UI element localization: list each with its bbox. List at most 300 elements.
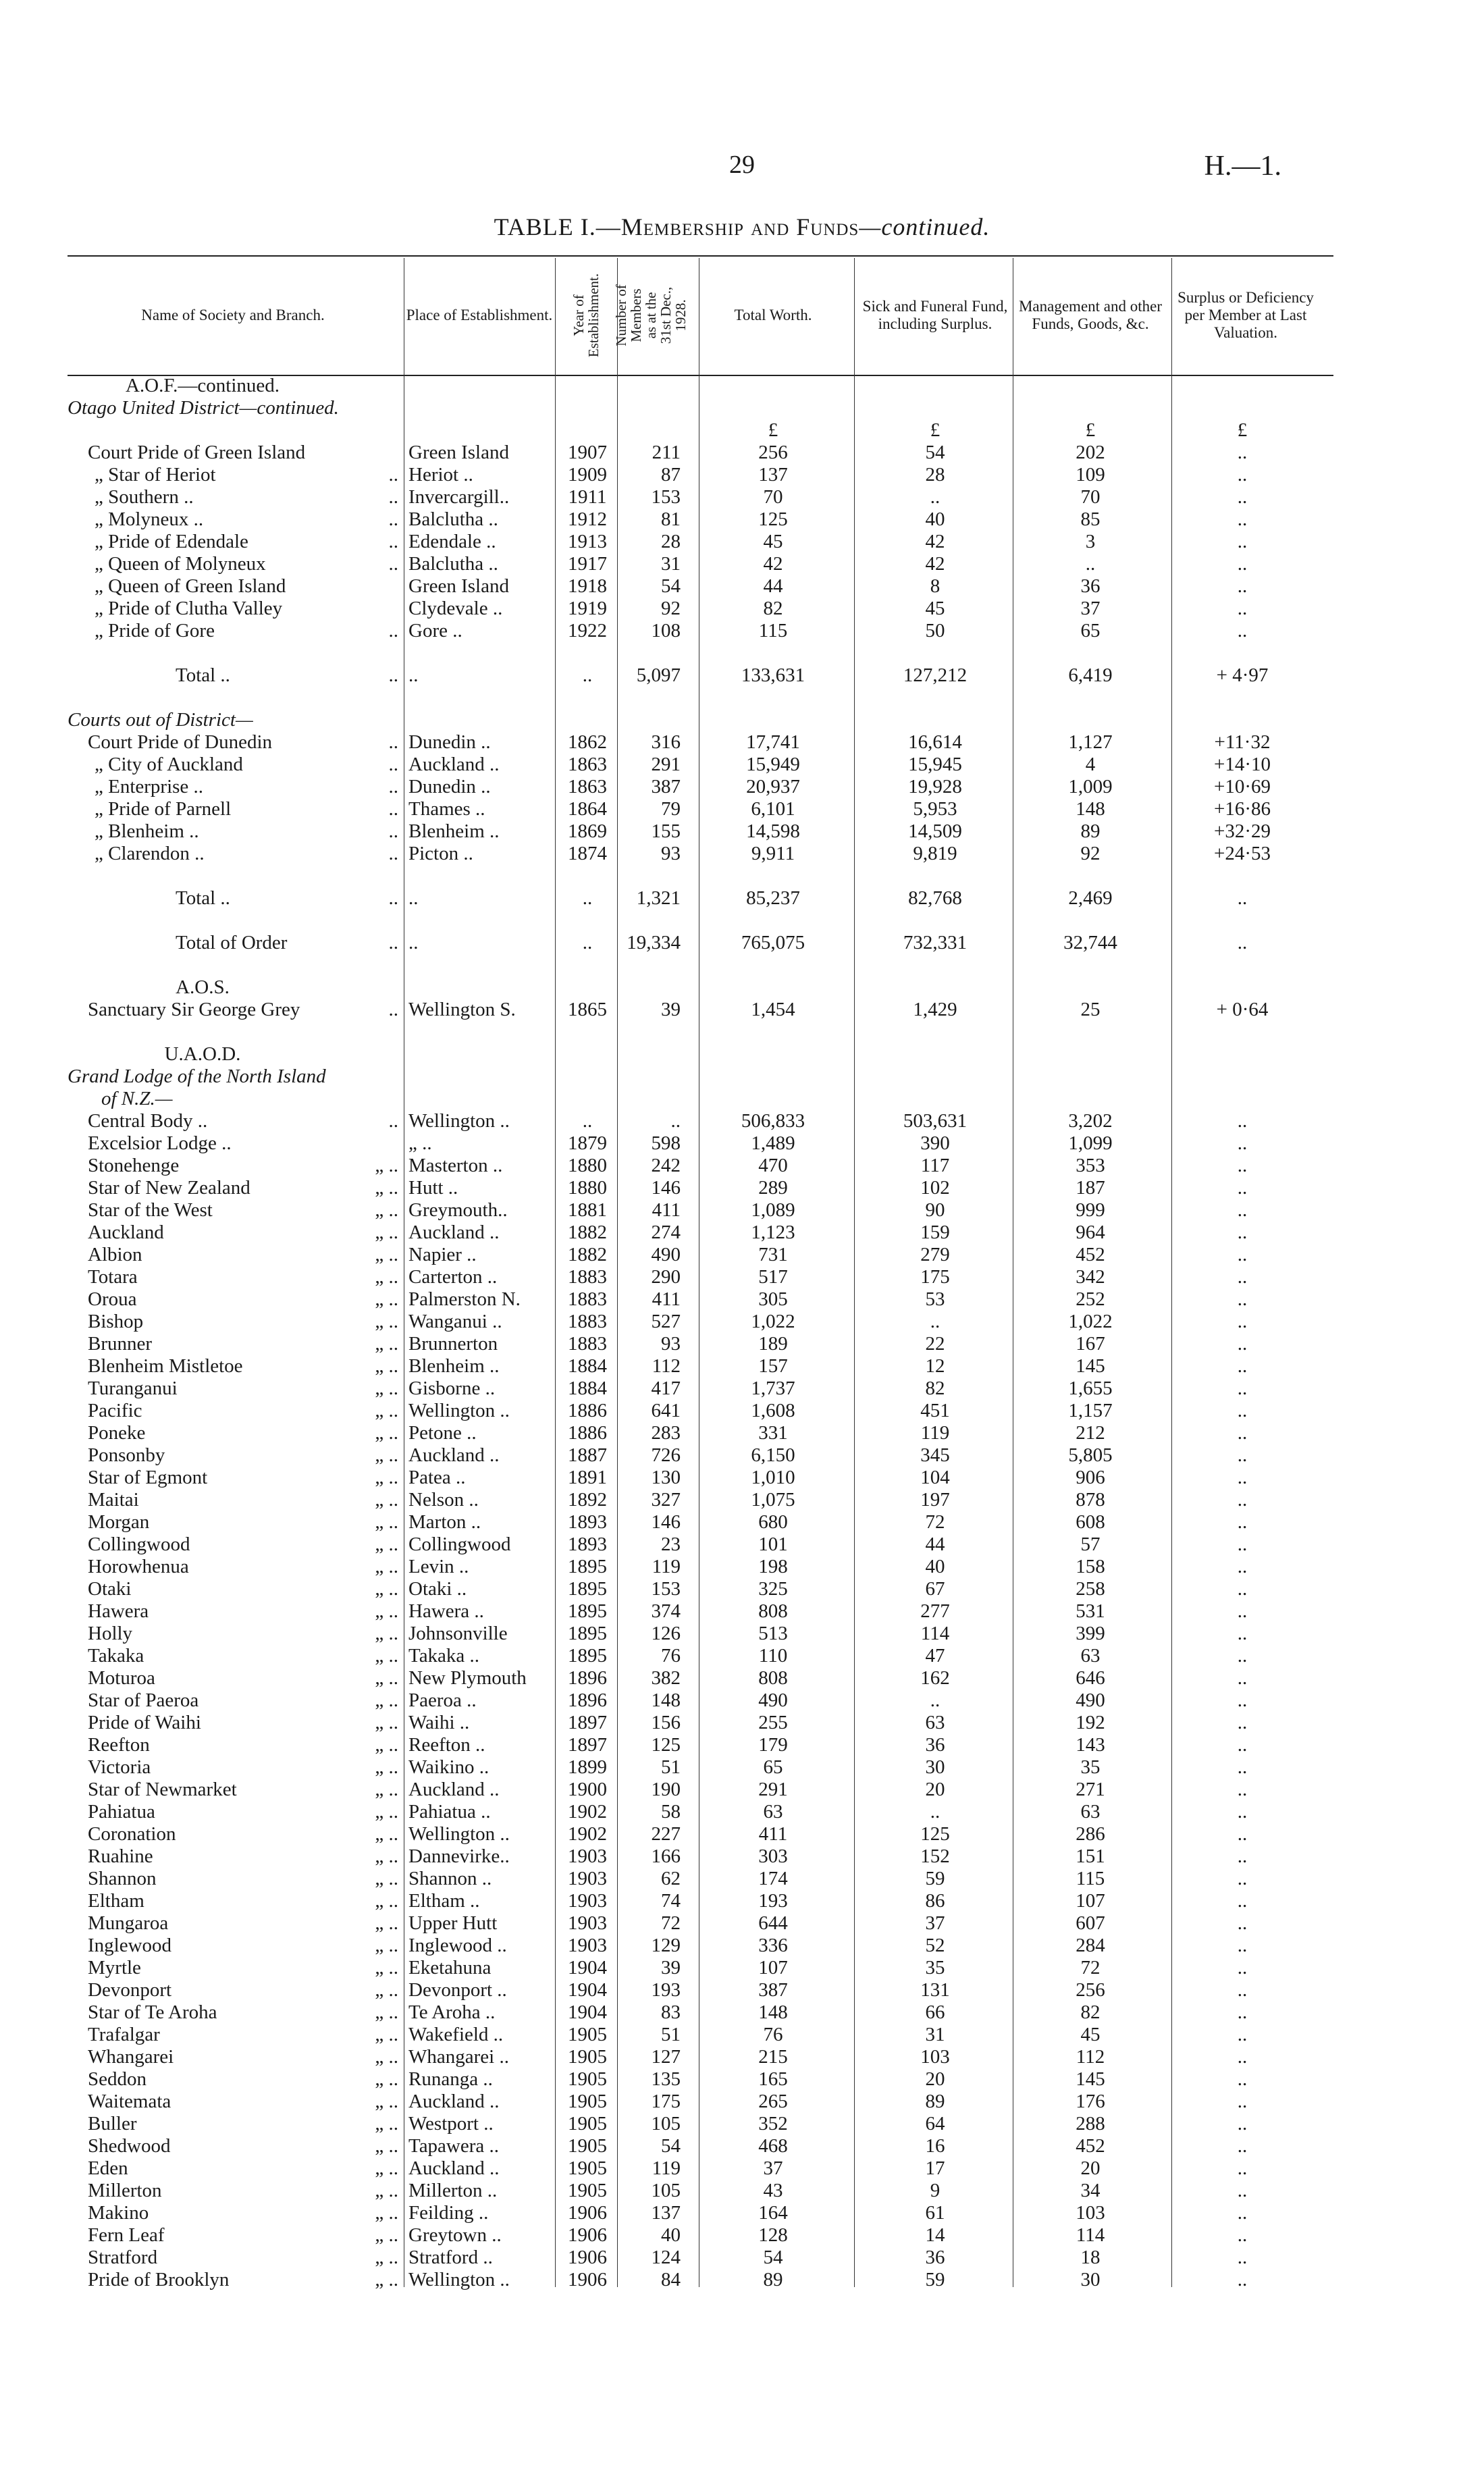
members-cell: 5,097 <box>636 664 681 686</box>
place-cell: Auckland .. <box>408 1779 500 1800</box>
year-cell: 1895 <box>568 1556 607 1577</box>
place-cell: Invercargill.. <box>408 486 510 508</box>
table-row <box>68 598 1333 620</box>
members-cell: 129 <box>651 1935 681 1956</box>
management-cell: 3 <box>1085 531 1096 552</box>
place-cell: Carterton .. <box>408 1266 498 1288</box>
branch-name: Fern Leaf <box>88 2224 165 2246</box>
table-row <box>68 2202 1333 2224</box>
name-dots: „ .. <box>375 1667 398 1689</box>
management-cell: 1,009 <box>1068 776 1113 797</box>
management-cell: .. <box>1085 553 1096 575</box>
year-cell: 1900 <box>568 1779 607 1800</box>
sick-fund-cell: 28 <box>925 464 945 486</box>
branch-name: Stratford <box>88 2247 158 2268</box>
branch-name: Star of New Zealand <box>88 1177 250 1199</box>
name-dots: „ .. <box>375 1890 398 1912</box>
surplus-cell: .. <box>1237 1667 1248 1689</box>
management-cell: 256 <box>1076 1979 1105 2001</box>
total-worth-cell: 352 <box>758 2113 788 2134</box>
total-worth-cell: 125 <box>758 508 788 530</box>
table-row <box>68 776 1333 798</box>
sick-fund-cell: 40 <box>925 1556 945 1577</box>
members-cell: 119 <box>652 1556 681 1577</box>
place-cell: Stratford .. <box>408 2247 493 2268</box>
total-worth-cell: 387 <box>758 1979 788 2001</box>
members-cell: 124 <box>651 2247 681 2268</box>
total-worth-cell: 291 <box>758 1779 788 1800</box>
year-cell: 1880 <box>568 1155 607 1176</box>
members-cell: 54 <box>661 575 681 597</box>
table-row <box>68 1957 1333 1979</box>
total-worth-cell: 137 <box>758 464 788 486</box>
management-cell: 20 <box>1080 2157 1101 2179</box>
total-worth-cell: 1,123 <box>751 1222 795 1243</box>
place-cell: Reefton .. <box>408 1734 485 1756</box>
surplus-cell: .. <box>1237 2269 1248 2290</box>
management-cell: 646 <box>1076 1667 1105 1689</box>
surplus-cell: £ <box>1237 419 1248 441</box>
sick-fund-cell: 503,631 <box>903 1110 968 1132</box>
year-cell: 1863 <box>568 776 607 797</box>
branch-name: Mungaroa <box>88 1912 169 1934</box>
branch-name: Takaka <box>88 1645 144 1667</box>
surplus-cell: .. <box>1237 1311 1248 1332</box>
total-worth-cell: 517 <box>758 1266 788 1288</box>
name-dots: „ .. <box>375 2113 398 2134</box>
sick-fund-cell: 20 <box>925 2068 945 2090</box>
sick-fund-cell: 17 <box>925 2157 945 2179</box>
name-dots: „ .. <box>375 2180 398 2201</box>
name-dots: „ .. <box>375 1912 398 1934</box>
place-cell: „ .. <box>408 1132 432 1154</box>
total-worth-cell: 331 <box>758 1422 788 1444</box>
year-cell: 1907 <box>568 442 607 463</box>
sick-fund-cell: 36 <box>925 1734 945 1756</box>
total-worth-cell: 45 <box>763 531 783 552</box>
sick-fund-cell: 22 <box>925 1333 945 1355</box>
members-cell: 93 <box>661 843 681 864</box>
name-dots: „ .. <box>375 1623 398 1644</box>
place-cell: Wellington .. <box>408 1110 510 1132</box>
title-italic: —continued. <box>859 213 990 240</box>
name-dots: „ .. <box>375 1422 398 1444</box>
members-cell: 92 <box>661 598 681 619</box>
management-cell: 202 <box>1076 442 1105 463</box>
table-row <box>68 1311 1333 1333</box>
sick-fund-cell: 15,945 <box>908 754 962 775</box>
members-cell: 54 <box>661 2135 681 2157</box>
name-dots: „ .. <box>375 2024 398 2045</box>
table-row <box>68 2001 1333 2024</box>
branch-name: Total .. <box>176 887 230 909</box>
management-cell: 57 <box>1080 1534 1101 1555</box>
sick-fund-cell: 45 <box>925 598 945 619</box>
management-cell: 145 <box>1076 1355 1105 1377</box>
management-cell: 145 <box>1076 2068 1105 2090</box>
management-cell: 607 <box>1076 1912 1105 1934</box>
total-worth-cell: 63 <box>763 1801 783 1823</box>
members-cell: 211 <box>652 442 681 463</box>
year-cell: 1912 <box>568 508 607 530</box>
year-cell: 1883 <box>568 1333 607 1355</box>
name-dots: „ .. <box>375 1556 398 1577</box>
branch-name: Brunner <box>88 1333 153 1355</box>
members-cell: 411 <box>652 1288 681 1310</box>
year-cell: 1864 <box>568 798 607 820</box>
year-cell: 1905 <box>568 2091 607 2112</box>
branch-name: Star of Egmont <box>88 1467 208 1488</box>
members-cell: 726 <box>651 1444 681 1466</box>
year-cell: 1865 <box>568 999 607 1020</box>
name-dots: „ .. <box>375 1645 398 1667</box>
members-cell: 112 <box>652 1355 681 1377</box>
sick-fund-cell: 197 <box>920 1489 950 1511</box>
management-cell: 107 <box>1076 1890 1105 1912</box>
surplus-cell: .. <box>1237 1378 1248 1399</box>
table-row <box>68 1489 1333 1511</box>
table-row <box>68 1756 1333 1779</box>
members-cell: 146 <box>651 1511 681 1533</box>
members-cell: 58 <box>661 1801 681 1823</box>
place-cell: Clydevale .. <box>408 598 503 619</box>
year-cell: 1897 <box>568 1734 607 1756</box>
place-cell: Devonport .. <box>408 1979 507 2001</box>
management-cell: 63 <box>1080 1801 1101 1823</box>
branch-name: Court Pride of Dunedin <box>88 731 273 753</box>
management-cell: 353 <box>1076 1155 1105 1176</box>
branch-name: A.O.F.—continued. <box>125 375 280 396</box>
name-dots: .. <box>388 843 398 864</box>
table-row <box>68 954 1333 976</box>
total-worth-cell: 1,489 <box>751 1132 795 1154</box>
place-cell: Collingwood <box>408 1534 511 1555</box>
sick-fund-cell: 159 <box>920 1222 950 1243</box>
place-cell: Whangarei .. <box>408 2046 509 2068</box>
members-cell: 108 <box>651 620 681 641</box>
total-worth-cell: 148 <box>758 2001 788 2023</box>
total-worth-cell: 6,101 <box>751 798 795 820</box>
surplus-cell: +11·32 <box>1214 731 1271 753</box>
name-dots: .. <box>388 664 398 686</box>
year-cell: 1895 <box>568 1600 607 1622</box>
surplus-cell: .. <box>1237 1957 1248 1979</box>
total-worth-cell: 42 <box>763 553 783 575</box>
year-cell: 1905 <box>568 2068 607 2090</box>
management-cell: 115 <box>1076 1868 1105 1889</box>
members-cell: 527 <box>651 1311 681 1332</box>
year-cell: 1892 <box>568 1489 607 1511</box>
table-row <box>68 1244 1333 1266</box>
surplus-cell: .. <box>1237 1132 1248 1154</box>
total-worth-cell: 303 <box>758 1845 788 1867</box>
year-cell: 1896 <box>568 1689 607 1711</box>
surplus-cell: .. <box>1237 1222 1248 1243</box>
branch-name: Bishop <box>88 1311 144 1332</box>
surplus-cell: .. <box>1237 1110 1248 1132</box>
management-cell: 92 <box>1080 843 1101 864</box>
total-worth-cell: 70 <box>763 486 783 508</box>
table-row <box>68 1110 1333 1132</box>
place-cell: Wellington .. <box>408 1823 510 1845</box>
name-dots: „ .. <box>375 1489 398 1511</box>
branch-name: Horowhenua <box>88 1556 189 1577</box>
branch-name: „ Southern .. <box>95 486 194 508</box>
table-row <box>68 1667 1333 1689</box>
surplus-cell: .. <box>1237 932 1248 953</box>
header-total-worth: Total Worth. <box>734 307 812 323</box>
year-cell: 1863 <box>568 754 607 775</box>
branch-name: Seddon <box>88 2068 147 2090</box>
name-dots: „ .. <box>375 1400 398 1421</box>
surplus-cell: .. <box>1237 1288 1248 1310</box>
surplus-cell: .. <box>1237 1868 1248 1889</box>
total-worth-cell: 289 <box>758 1177 788 1199</box>
place-cell: Greymouth.. <box>408 1199 508 1221</box>
place-cell: Auckland .. <box>408 754 500 775</box>
name-dots: „ .. <box>375 1935 398 1956</box>
branch-name: Millerton <box>88 2180 162 2201</box>
total-worth-cell: 115 <box>758 620 788 641</box>
table-row <box>68 1823 1333 1845</box>
name-dots: „ .. <box>375 1979 398 2001</box>
place-cell: Dannevirke.. <box>408 1845 510 1867</box>
year-cell: 1904 <box>568 2001 607 2023</box>
place-cell: Patea .. <box>408 1467 466 1488</box>
place-cell: .. <box>408 664 419 686</box>
table-row <box>68 2068 1333 2091</box>
name-dots: .. <box>388 1110 398 1132</box>
branch-name: Central Body .. <box>88 1110 208 1132</box>
name-dots: „ .. <box>375 1511 398 1533</box>
place-cell: Balclutha .. <box>408 508 498 530</box>
table-row <box>68 865 1333 887</box>
sick-fund-cell: 42 <box>925 531 945 552</box>
year-cell: 1904 <box>568 1957 607 1979</box>
management-cell: 143 <box>1076 1734 1105 1756</box>
management-cell: 176 <box>1076 2091 1105 2112</box>
table-row <box>68 1467 1333 1489</box>
place-cell: Auckland .. <box>408 2091 500 2112</box>
table-row <box>68 1355 1333 1378</box>
table-row <box>68 1266 1333 1288</box>
surplus-cell: .. <box>1237 2024 1248 2045</box>
branch-name: Auckland <box>88 1222 164 1243</box>
management-cell: 109 <box>1076 464 1105 486</box>
total-worth-cell: 325 <box>758 1578 788 1600</box>
table-row <box>68 1801 1333 1823</box>
management-cell: 399 <box>1076 1623 1105 1644</box>
place-cell: Dunedin .. <box>408 776 491 797</box>
table-row <box>68 1177 1333 1199</box>
top-rule <box>68 255 1333 257</box>
sick-fund-cell: 175 <box>920 1266 950 1288</box>
branch-name: „ Queen of Molyneux <box>95 553 266 575</box>
members-cell: 382 <box>651 1667 681 1689</box>
total-worth-cell: 189 <box>758 1333 788 1355</box>
surplus-cell: .. <box>1237 1177 1248 1199</box>
members-cell: 598 <box>651 1132 681 1154</box>
members-cell: 125 <box>651 1734 681 1756</box>
branch-name: Pacific <box>88 1400 142 1421</box>
year-cell: 1904 <box>568 1979 607 2001</box>
sick-fund-cell: 16,614 <box>908 731 962 753</box>
sick-fund-cell: 451 <box>920 1400 950 1421</box>
surplus-cell: .. <box>1237 1511 1248 1533</box>
surplus-cell: .. <box>1237 1890 1248 1912</box>
sick-fund-cell: 44 <box>925 1534 945 1555</box>
place-cell: Picton .. <box>408 843 473 864</box>
year-cell: .. <box>582 1110 593 1132</box>
surplus-cell: + 0·64 <box>1216 999 1269 1020</box>
surplus-cell: .. <box>1237 442 1248 463</box>
year-cell: 1881 <box>568 1199 607 1221</box>
members-cell: 327 <box>651 1489 681 1511</box>
name-dots: „ .. <box>375 1222 398 1243</box>
total-worth-cell: 110 <box>758 1645 788 1667</box>
place-cell: Thames .. <box>408 798 485 820</box>
total-worth-cell: 133,631 <box>741 664 805 686</box>
surplus-cell: .. <box>1237 1689 1248 1711</box>
surplus-cell: .. <box>1237 2224 1248 2246</box>
table-row <box>68 976 1333 999</box>
management-cell: 72 <box>1080 1957 1101 1979</box>
name-dots: .. <box>388 464 398 486</box>
branch-name: Stonehenge <box>88 1155 180 1176</box>
sick-fund-cell: 19,928 <box>908 776 962 797</box>
branch-name: Inglewood <box>88 1935 172 1956</box>
table-row <box>68 575 1333 598</box>
year-cell: 1879 <box>568 1132 607 1154</box>
place-cell: Blenheim .. <box>408 1355 500 1377</box>
management-cell: 112 <box>1076 2046 1105 2068</box>
year-cell: 1903 <box>568 1890 607 1912</box>
sick-fund-cell: 14 <box>925 2224 945 2246</box>
surplus-cell: .. <box>1237 1645 1248 1667</box>
surplus-cell: .. <box>1237 1422 1248 1444</box>
surplus-cell: .. <box>1237 1979 1248 2001</box>
table-row <box>68 1556 1333 1578</box>
total-worth-cell: 808 <box>758 1667 788 1689</box>
branch-name: Holly <box>88 1623 133 1644</box>
place-cell: Wakefield .. <box>408 2024 504 2045</box>
total-worth-cell: 54 <box>763 2247 783 2268</box>
table-row <box>68 1378 1333 1400</box>
management-cell: 85 <box>1080 508 1101 530</box>
sick-fund-cell: 20 <box>925 1779 945 1800</box>
year-cell: 1883 <box>568 1266 607 1288</box>
table-row <box>68 620 1333 642</box>
year-cell: 1906 <box>568 2269 607 2290</box>
surplus-cell: + 4·97 <box>1216 664 1269 686</box>
members-cell: 242 <box>651 1155 681 1176</box>
name-dots: „ .. <box>375 1378 398 1399</box>
sick-fund-cell: 131 <box>920 1979 950 2001</box>
year-cell: 1906 <box>568 2224 607 2246</box>
place-cell: New Plymouth <box>408 1667 527 1689</box>
table-row <box>68 1534 1333 1556</box>
surplus-cell: .. <box>1237 1712 1248 1733</box>
management-cell: 258 <box>1076 1578 1105 1600</box>
place-cell: Dunedin .. <box>408 731 491 753</box>
surplus-cell: .. <box>1237 1578 1248 1600</box>
table-row <box>68 1912 1333 1935</box>
year-cell: 1919 <box>568 598 607 619</box>
name-dots: „ .. <box>375 1779 398 1800</box>
year-cell: 1884 <box>568 1355 607 1377</box>
management-cell: 5,805 <box>1068 1444 1113 1466</box>
branch-name: Maitai <box>88 1489 139 1511</box>
branch-name: „ Clarendon .. <box>95 843 205 864</box>
total-worth-cell: 65 <box>763 1756 783 1778</box>
header-surplus: Surplus or Deficiency per Member at Last Valuation. <box>1177 289 1314 341</box>
branch-name: Excelsior Lodge .. <box>88 1132 232 1154</box>
branch-name: Total .. <box>176 664 230 686</box>
management-cell: 63 <box>1080 1645 1101 1667</box>
name-dots: .. <box>388 932 398 953</box>
table-row <box>68 910 1333 932</box>
branch-name: Otaki <box>88 1578 132 1600</box>
management-cell: 490 <box>1076 1689 1105 1711</box>
year-cell: 1896 <box>568 1667 607 1689</box>
name-dots: „ .. <box>375 1355 398 1377</box>
branch-name: Buller <box>88 2113 137 2134</box>
total-worth-cell: 265 <box>758 2091 788 2112</box>
table-row <box>68 2091 1333 2113</box>
table-row <box>68 553 1333 575</box>
branch-name: Myrtle <box>88 1957 141 1979</box>
sick-fund-cell: 86 <box>925 1890 945 1912</box>
surplus-cell: .. <box>1237 1845 1248 1867</box>
branch-name: U.A.O.D. <box>164 1043 241 1065</box>
management-cell: 4 <box>1085 754 1096 775</box>
place-cell: Runanga .. <box>408 2068 493 2090</box>
total-worth-cell: 20,937 <box>746 776 800 797</box>
members-cell: 641 <box>651 1400 681 1421</box>
year-cell: 1911 <box>568 486 607 508</box>
sick-fund-cell: 732,331 <box>903 932 968 953</box>
place-cell: Takaka .. <box>408 1645 480 1667</box>
name-dots: „ .. <box>375 1600 398 1622</box>
total-worth-cell: 1,010 <box>751 1467 795 1488</box>
name-dots: .. <box>388 508 398 530</box>
sick-fund-cell: 279 <box>920 1244 950 1265</box>
place-cell: Gore .. <box>408 620 462 641</box>
table-row <box>68 887 1333 910</box>
surplus-cell: +16·86 <box>1213 798 1271 820</box>
management-cell: 284 <box>1076 1935 1105 1956</box>
branch-name: Star of the West <box>88 1199 213 1221</box>
management-cell: 878 <box>1076 1489 1105 1511</box>
table-row <box>68 932 1333 954</box>
total-worth-cell: 468 <box>758 2135 788 2157</box>
year-cell: 1917 <box>568 553 607 575</box>
sick-fund-cell: 54 <box>925 442 945 463</box>
members-cell: 374 <box>651 1600 681 1622</box>
management-cell: 37 <box>1080 598 1101 619</box>
total-worth-cell: 85,237 <box>746 887 800 909</box>
branch-name: Whangarei <box>88 2046 174 2068</box>
members-cell: 291 <box>651 754 681 775</box>
year-cell: 1906 <box>568 2202 607 2224</box>
sick-fund-cell: 53 <box>925 1288 945 1310</box>
total-worth-cell: 157 <box>758 1355 788 1377</box>
name-dots: .. <box>388 820 398 842</box>
table-row <box>68 1979 1333 2001</box>
year-cell: 1905 <box>568 2024 607 2045</box>
surplus-cell: .. <box>1237 1333 1248 1355</box>
surplus-cell: .. <box>1237 1779 1248 1800</box>
